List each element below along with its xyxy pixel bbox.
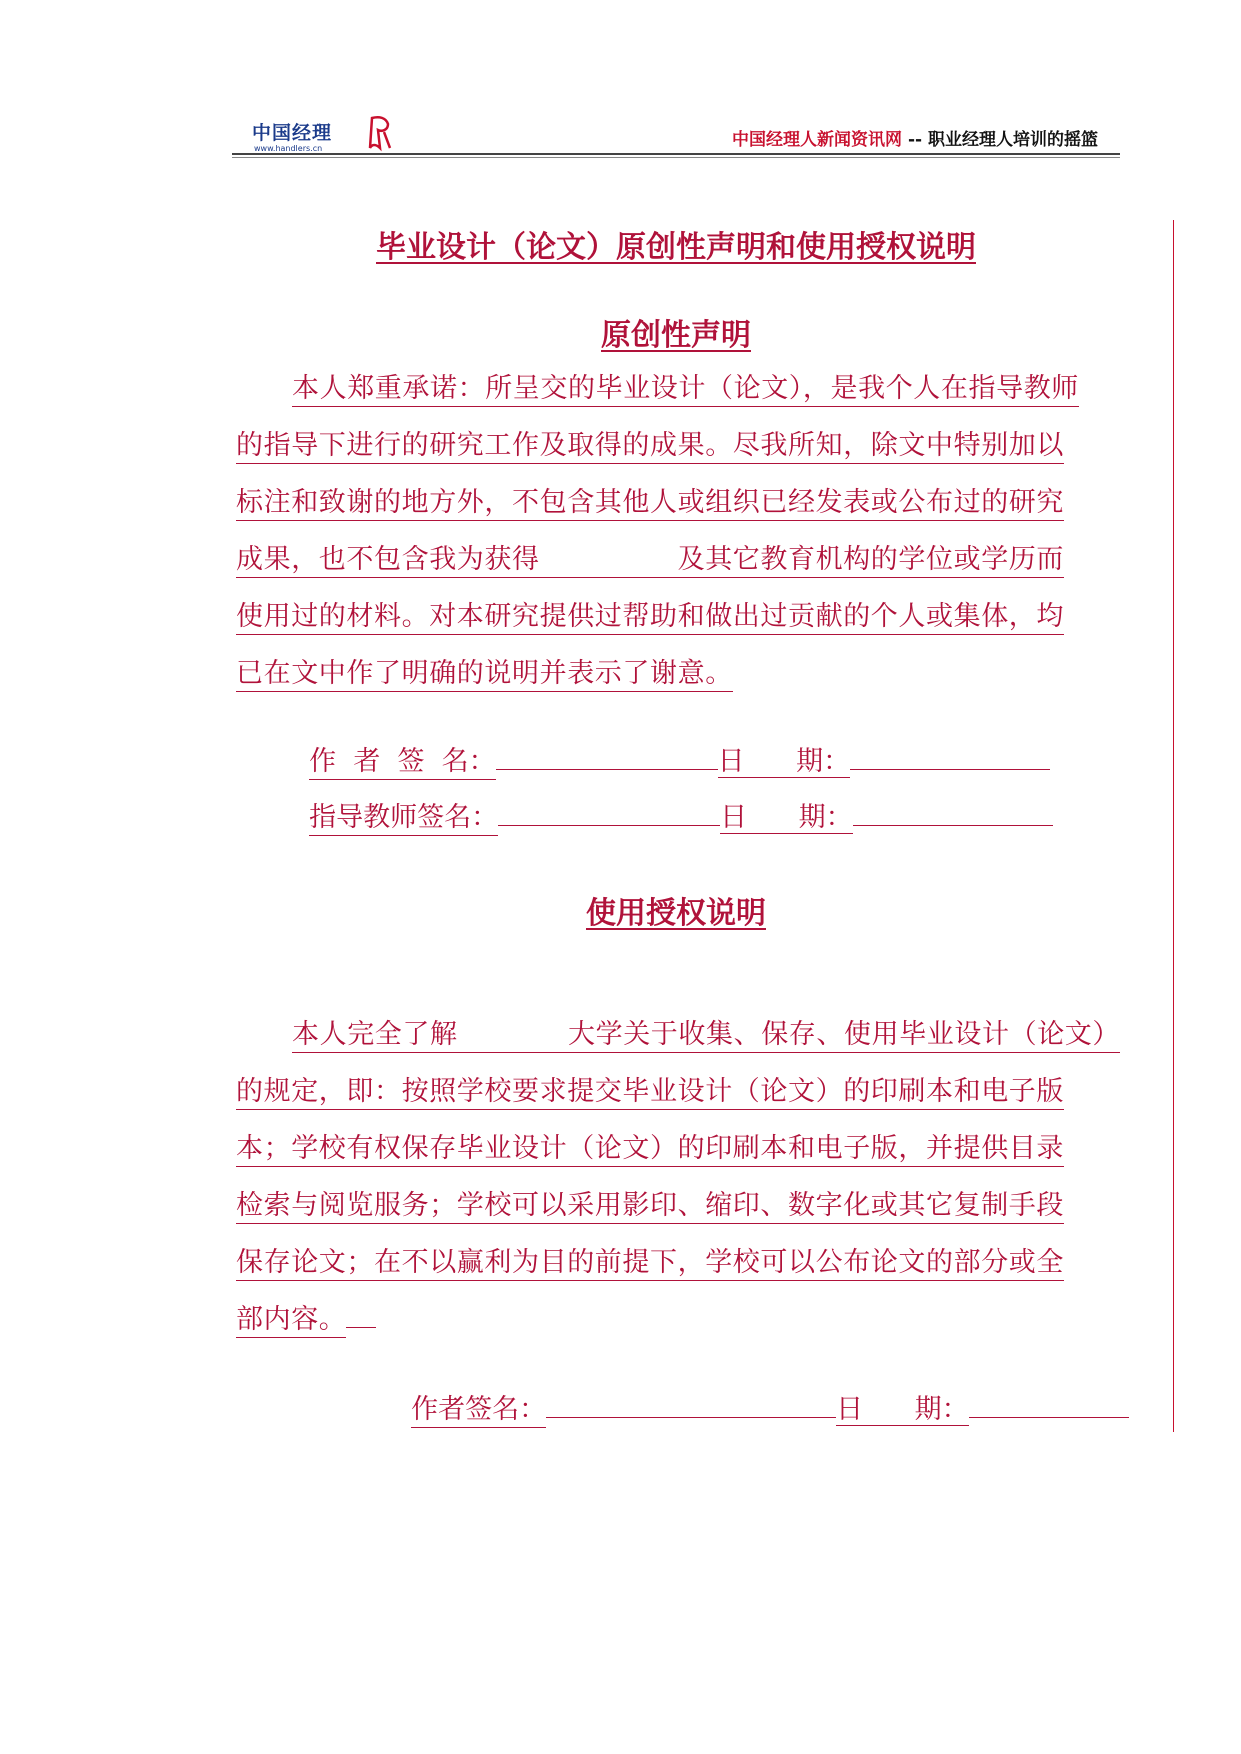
paragraph-line: 的规定，即：按照学校要求提交毕业设计（论文）的印刷本和电子版 [236,1063,1112,1120]
date-label: 日 期： [717,746,851,777]
paragraph-line: 本人完全了解 大学关于收集、保存、使用毕业设计（论文） [236,1006,1112,1063]
paragraph-line: 保存论文；在不以赢利为目的前提下，学校可以公布论文的部分或全 [236,1234,1112,1291]
paragraph-line: 检索与阅览服务；学校可以采用影印、缩印、数字化或其它复制手段 [236,1177,1112,1234]
logo-mark-icon [366,114,394,154]
date-field[interactable] [853,803,1053,826]
advisor-sign-label: 指导教师签名： [309,802,498,836]
margin-line [1173,220,1174,1432]
paragraph-line: 已在文中作了明确的说明并表示了谢意。 [236,645,1112,702]
paragraph-line: 部内容。 [236,1291,1112,1348]
authorization-heading-text: 使用授权说明 [586,896,766,931]
paragraph-line: 本；学校有权保存毕业设计（论文）的印刷本和电子版，并提供目录 [236,1120,1112,1177]
paragraph-line: 成果，也不包含我为获得 及其它教育机构的学位或学历而 [236,531,1112,588]
originality-heading [232,310,1120,354]
advisor-signature-field[interactable] [498,803,720,826]
logo [252,118,392,162]
date-label: 日 期： [720,802,853,833]
auth-date-field[interactable] [969,1395,1129,1418]
page-title-text: 毕业设计（论文）原创性声明和使用授权说明 [376,230,976,265]
auth-date-label: 日 期： [836,1394,969,1425]
header-slogan [732,125,1098,150]
auth-author-signature-field[interactable] [546,1395,836,1418]
paragraph-line: 使用过的材料。对本研究提供过帮助和做出过贡献的个人或集体，均 [236,588,1112,645]
auth-author-sign-label: 作者签名： [411,1394,546,1428]
header-divider-thin [232,157,1120,158]
originality-paragraph [236,360,1112,702]
page-header [232,108,1120,164]
originality-heading-text: 原创性声明 [601,318,751,353]
slogan-separator: -- [902,130,928,150]
auth-author-signature-row [394,1356,1129,1426]
slogan-site: 中国经理人新闻资讯网 [732,130,903,150]
header-divider [232,153,1120,155]
authorization-heading [232,888,1120,932]
slogan-tail: 职业经理人培训的摇篮 [928,130,1098,150]
author-sign-label: 作 者 签 名： [309,746,496,780]
logo-url: www.handlers.cn [254,144,323,153]
authorization-paragraph [236,1006,1120,1348]
advisor-signature-row [292,764,1053,834]
paragraph-line: 标注和致谢的地方外，不包含其他人或组织已经发表或公布过的研究 [236,474,1112,531]
page-title [232,222,1120,266]
paragraph-line: 本人郑重承诺：所呈交的毕业设计（论文），是我个人在指导教师 [236,360,1112,417]
paragraph-line: 的指导下进行的研究工作及取得的成果。尽我所知，除文中特别加以 [236,417,1112,474]
logo-text: 中国经理 [252,122,333,144]
